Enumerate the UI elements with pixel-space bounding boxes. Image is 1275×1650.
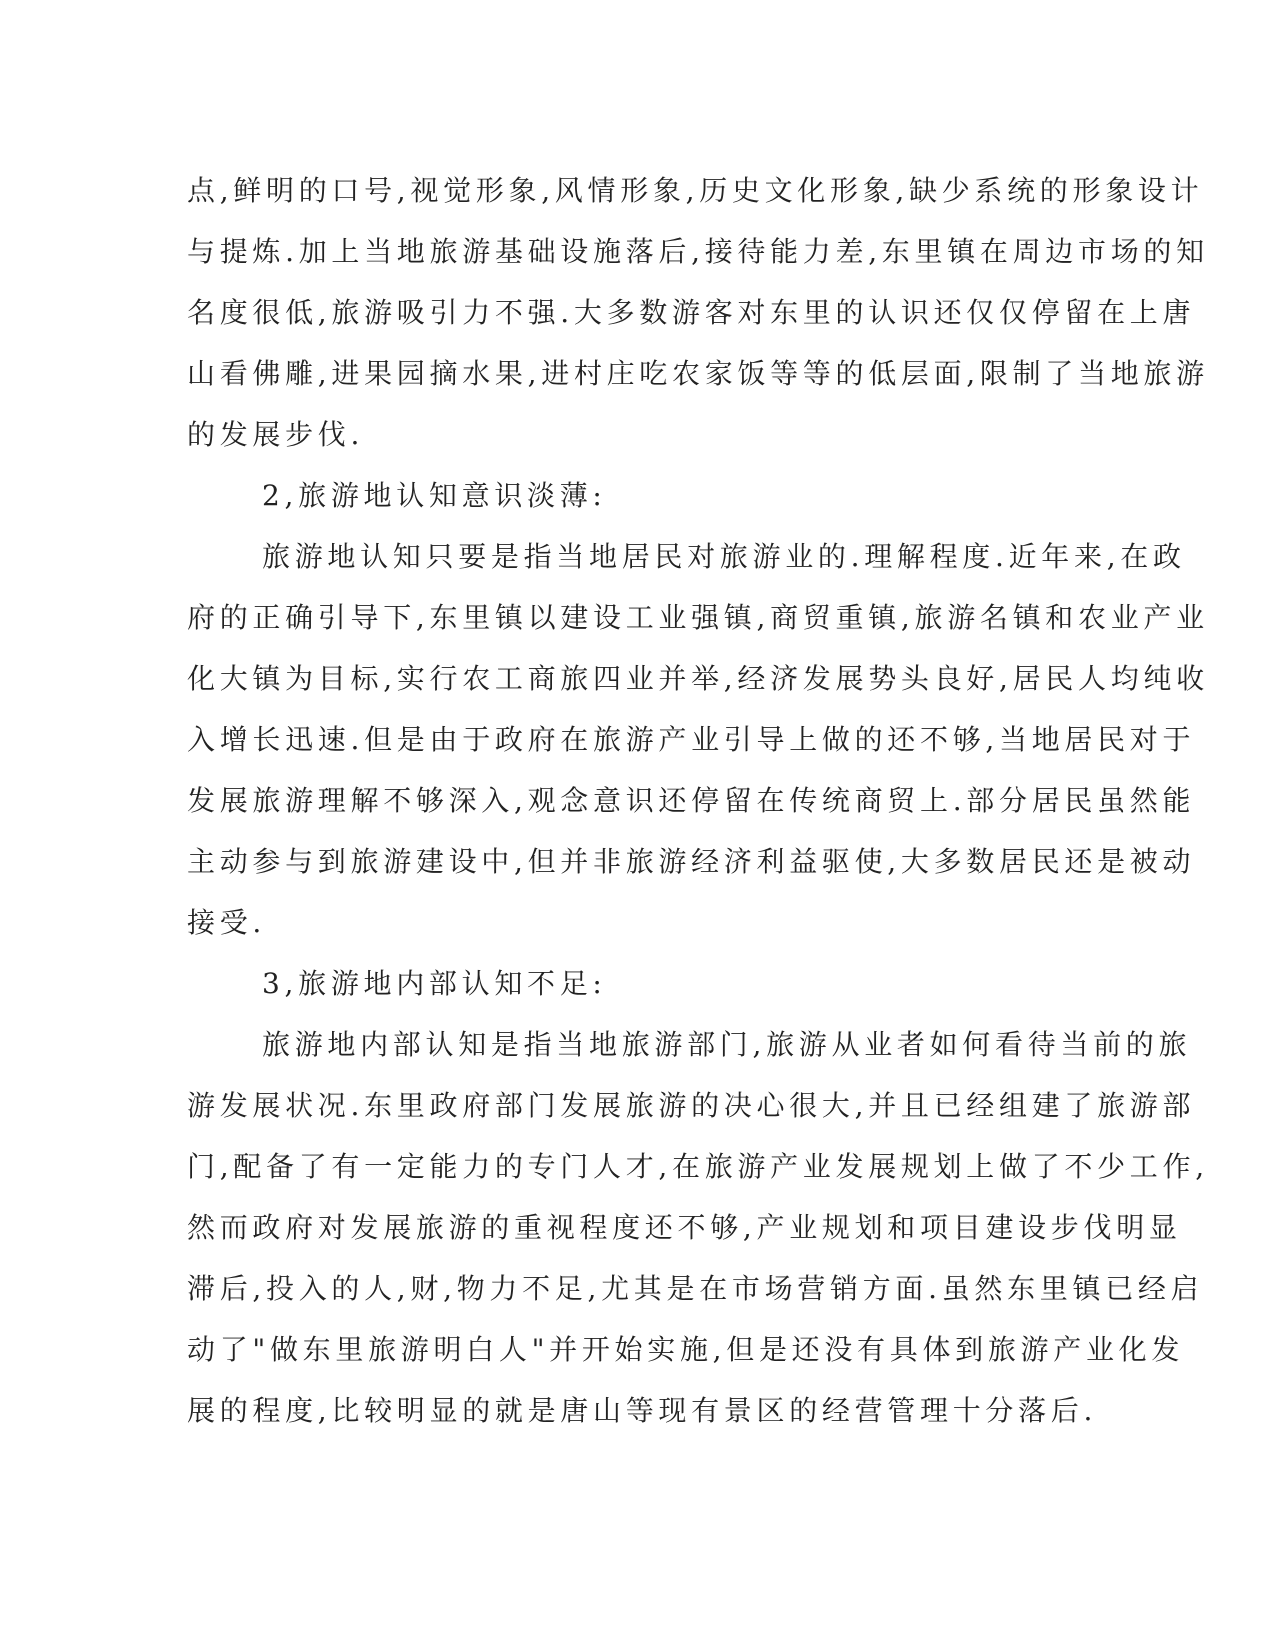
text-line: 接受. — [187, 906, 267, 939]
text-line: 展的程度,比较明显的就是唐山等现有景区的经营管理十分落后. — [187, 1394, 1098, 1427]
body-text — [187, 160, 1209, 1441]
text-line: 游发展状况.东里政府部门发展旅游的决心很大,并且已经组建了旅游部 — [187, 1089, 1196, 1122]
text-line: 动了"做东里旅游明白人"并开始实施,但是还没有具体到旅游产业化发 — [187, 1333, 1185, 1366]
paragraph-first-line: 旅游地认知只要是指当地居民对旅游业的.理解程度.近年来,在政 — [262, 540, 1186, 573]
text-line: 入增长迅速.但是由于政府在旅游产业引导上做的还不够,当地居民对于 — [187, 723, 1196, 756]
text-line: 山看佛雕,进果园摘水果,进村庄吃农家饭等等的低层面,限制了当地旅游 — [187, 357, 1209, 390]
section-heading: 2,旅游地认知意识淡薄: — [262, 479, 607, 512]
text-line: 然而政府对发展旅游的重视程度还不够,产业规划和项目建设步伐明显 — [187, 1211, 1182, 1244]
text-line: 点,鲜明的口号,视觉形象,风情形象,历史文化形象,缺少系统的形象设计 — [187, 174, 1204, 207]
section-heading: 3,旅游地内部认知不足: — [262, 967, 607, 1000]
text-line: 与提炼.加上当地旅游基础设施落后,接待能力差,东里镇在周边市场的知 — [187, 235, 1209, 268]
text-line: 发展旅游理解不够深入,观念意识还停留在传统商贸上.部分居民虽然能 — [187, 784, 1196, 817]
text-line: 名度很低,旅游吸引力不强.大多数游客对东里的认识还仅仅停留在上唐 — [187, 296, 1196, 329]
text-line: 主动参与到旅游建设中,但并非旅游经济利益驱使,大多数居民还是被动 — [187, 845, 1196, 878]
text-line: 门,配备了有一定能力的专门人才,在旅游产业发展规划上做了不少工作, — [187, 1150, 1209, 1183]
paragraph-first-line: 旅游地内部认知是指当地旅游部门,旅游从业者如何看待当前的旅 — [262, 1028, 1192, 1061]
text-line: 的发展步伐. — [187, 418, 365, 451]
text-line: 化大镇为目标,实行农工商旅四业并举,经济发展势头良好,居民人均纯收 — [187, 662, 1209, 695]
text-line: 府的正确引导下,东里镇以建设工业强镇,商贸重镇,旅游名镇和农业产业 — [187, 601, 1209, 634]
text-line: 滞后,投入的人,财,物力不足,尤其是在市场营销方面.虽然东里镇已经启 — [187, 1272, 1204, 1305]
